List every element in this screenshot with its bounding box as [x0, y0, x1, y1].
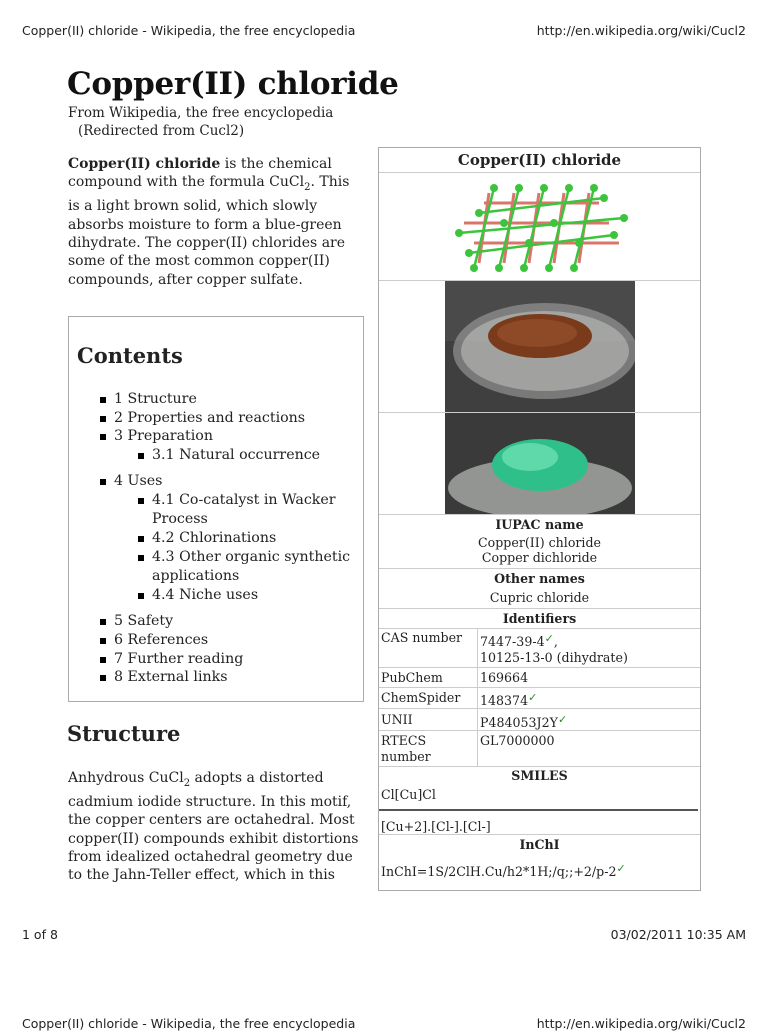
iupac-name-2: Copper dichloride — [481, 550, 598, 565]
toc-item[interactable]: 5 Safety — [114, 612, 173, 631]
other-name-1: Cupric chloride — [489, 590, 590, 605]
toc-item[interactable]: 6 References — [114, 631, 208, 650]
verified-check-icon: ✓ — [616, 862, 626, 875]
print-header — [22, 23, 746, 38]
verified-check-icon: ✓ — [557, 713, 568, 726]
intro-paragraph — [68, 155, 360, 289]
print-datetime: 03/02/2011 10:35 AM — [610, 927, 746, 942]
anhydrous-photo — [445, 281, 635, 413]
toc-item[interactable]: 4.4 Niche uses — [152, 586, 258, 605]
identifier-row-chemspider: ChemSpider 148374✓ — [379, 687, 700, 709]
print-footer — [22, 927, 746, 942]
inchi-value: InChI=1S/2ClH.Cu/h2*1H;/q;;+2/p-2 — [381, 864, 617, 879]
smiles-divider — [379, 809, 698, 811]
identifiers-label: Identifiers — [502, 611, 577, 626]
intro-text-2: . This is a light brown solid, which slowly absorbs moisture to form a blue-green dihydrate. The copper(II) chlorides are some of the most common copper(II) compounds, after copper sulfate. — [68, 174, 350, 288]
print-header-url[interactable]: http://en.wikipedia.org/wiki/Cucl2 — [536, 23, 746, 38]
print-header-title: Copper(II) chloride - Wikipedia, the free encyclopedia — [22, 23, 356, 38]
smiles-value-2: [Cu+2].[Cl-].[Cl-] — [381, 819, 491, 834]
page-title: Copper(II) chloride — [67, 66, 399, 102]
verified-check-icon: ✓ — [544, 632, 554, 645]
identifiers-section — [379, 608, 700, 629]
crystal-structure-image — [379, 173, 700, 281]
anhydrous-photo-row — [379, 280, 700, 413]
intro-text-1: is the chemical compound with the formula CuCl — [68, 156, 332, 191]
inchi-section — [379, 834, 700, 891]
verified-check-icon: ✓ — [528, 691, 538, 704]
identifier-row-cas: CAS number 7447-39-4✓, 10125-13-0 (dihydrate) — [379, 628, 700, 668]
site-subtitle: From Wikipedia, the free encyclopedia — [68, 105, 334, 121]
iupac-name-1: Copper(II) chloride — [478, 535, 601, 550]
identifier-row-unii: UNII P484053J2Y✓ — [379, 708, 700, 731]
page-count: 1 of 8 — [22, 927, 58, 942]
other-names-label: Other names — [494, 571, 585, 586]
next-page-header-title: Copper(II) chloride - Wikipedia, the free encyclopedia — [22, 1016, 356, 1031]
toc-item[interactable]: 3 Preparation — [114, 427, 213, 446]
identifier-row-rtecs: RTECS number GL7000000 — [379, 730, 700, 767]
chembox — [378, 147, 701, 891]
next-page-header-url[interactable]: http://en.wikipedia.org/wiki/Cucl2 — [536, 1016, 746, 1031]
iupac-section — [379, 514, 700, 569]
table-of-contents — [68, 316, 364, 702]
structure-image-row — [379, 172, 700, 281]
chembox-title: Copper(II) chloride — [457, 151, 622, 169]
redirect-note: (Redirected from Cucl2) — [78, 123, 245, 139]
inchi-label: InChI — [519, 837, 560, 852]
intro-subscript: 2 — [304, 182, 311, 194]
toc-title: Contents — [77, 343, 183, 368]
toc-item[interactable]: 4.3 Other organic synthetic applications — [152, 548, 352, 586]
iupac-label: IUPAC name — [495, 517, 584, 532]
dihydrate-photo-row — [379, 412, 700, 515]
smiles-label: SMILES — [511, 768, 568, 783]
smiles-value-1: Cl[Cu]Cl — [381, 787, 436, 802]
toc-item[interactable]: 4 Uses — [114, 472, 162, 491]
structure-heading: Structure — [67, 721, 181, 746]
toc-item[interactable]: 4.1 Co-catalyst in Wacker Process — [152, 491, 352, 529]
identifier-row-pubchem: PubChem 169664 — [379, 667, 700, 688]
toc-item[interactable]: 1 Structure — [114, 390, 197, 409]
toc-item[interactable]: 4.2 Chlorinations — [152, 529, 276, 548]
toc-item[interactable]: 7 Further reading — [114, 650, 243, 669]
dihydrate-photo — [445, 413, 635, 515]
structure-paragraph: Anhydrous CuCl$_2$ adopts a distorted cadmium iodide structure. In this motif, the copper centers are octahedral. Most copper(II) compounds exhibit distortions from idealized octahedral geometry due to the Jahn-Teller effect, which in this — [68, 770, 359, 884]
intro-bold: Copper(II) chloride — [68, 156, 221, 172]
other-names-section — [379, 568, 700, 609]
toc-item[interactable]: 2 Properties and reactions — [114, 409, 305, 428]
toc-item[interactable]: 3.1 Natural occurrence — [152, 446, 320, 465]
toc-item[interactable]: 8 External links — [114, 668, 228, 687]
